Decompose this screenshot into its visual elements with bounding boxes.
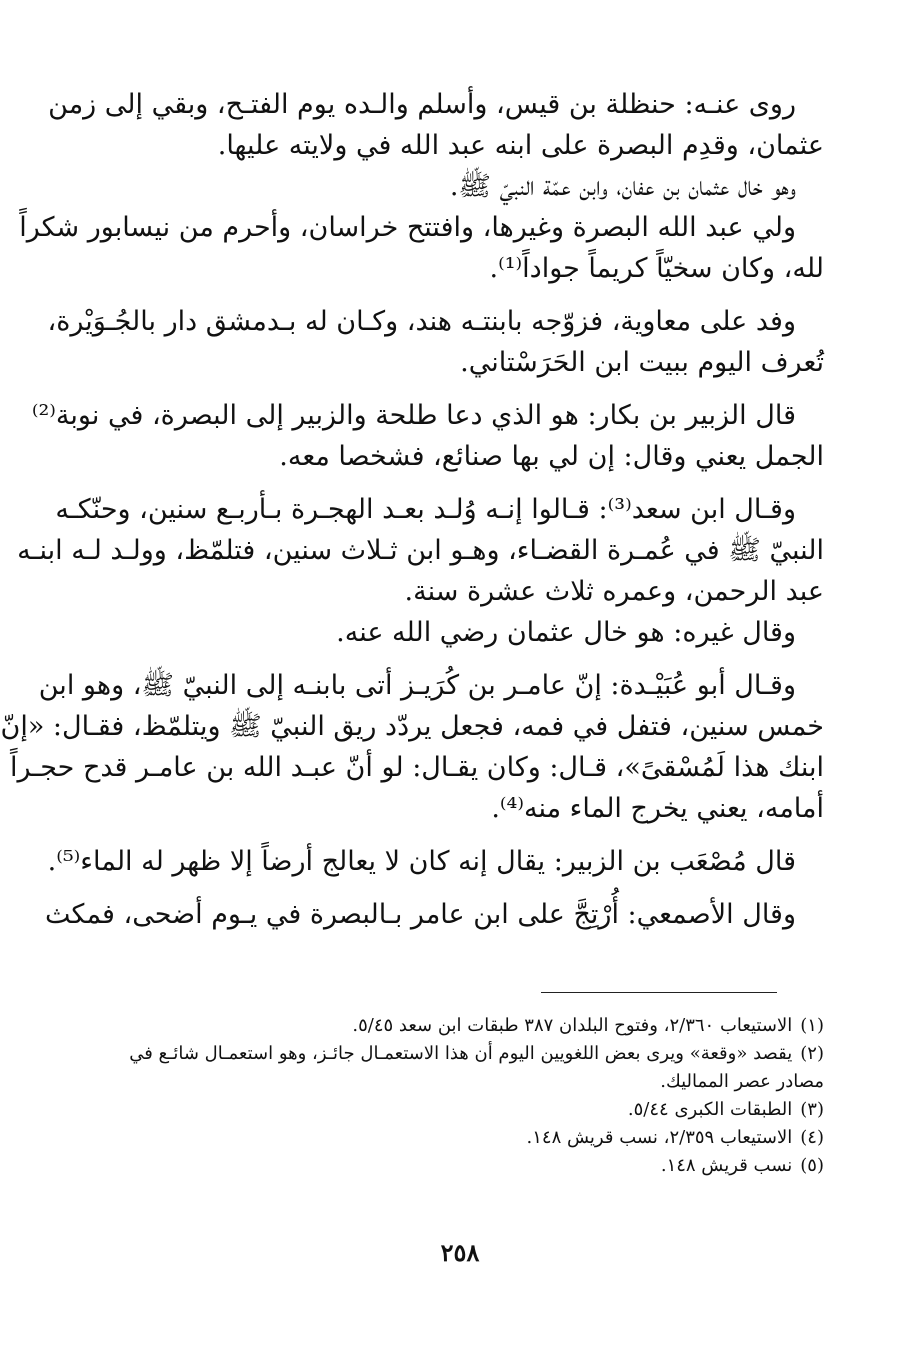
footnote	[114, 1012, 824, 1040]
footnote-number: (٣)	[800, 1099, 824, 1120]
footnote-text: الطبقات الكبرى ٥/٤٤.	[627, 1099, 793, 1120]
text-line: عثمان، وقدِم البصرة على ابنه عبد الله في ولايته عليها.	[217, 130, 824, 161]
main-text	[0, 84, 824, 935]
text-line: قال مُصْعَب بن الزبير: يقال إنه كان لا يعالج أرضاً إلا ظهر له الماء⁽⁵⁾.	[47, 846, 796, 877]
text-line: قال الزبير بن بكار: هو الذي دعا طلحة والزبير إلى البصرة، في نوبة⁽²⁾	[31, 400, 796, 431]
footnote-number: (٥)	[800, 1155, 824, 1176]
footnote	[114, 1040, 824, 1068]
footnote-continuation	[114, 1068, 824, 1096]
text-line: النبيّ ﷺ في عُمـرة القضـاء، وهـو ابن ثـلاث سنين، فتلمّظ، وولـد لـه ابنـه	[17, 535, 824, 566]
footnote	[114, 1096, 824, 1124]
footnote-number: (١)	[800, 1015, 824, 1036]
text-line: تُعرف اليوم ببيت ابن الحَرَسْتاني.	[460, 347, 824, 378]
text-line: عبد الرحمن، وعمره ثلاث عشرة سنة.	[404, 576, 824, 607]
footnote-text: مصادر عصر المماليك.	[660, 1071, 824, 1092]
footnote-text: نسب قريش ١٤٨.	[660, 1155, 793, 1176]
text-line: الجمل يعني وقال: إن لي بها صنائع، فشخصا معه.	[279, 441, 824, 472]
text-line: وقال الأصمعي: أُرْتِجَّ على ابن عامر بـالبصرة في يـوم أضحى، فمكث	[45, 899, 796, 930]
footnote-text: يقصد «وقعة» ويرى بعض اللغويين اليوم أن هذا الاستعمـال جائـز، وهو استعمـال شائـع في	[129, 1043, 793, 1064]
text-line: وفد على معاوية، فزوّجه بابنتـه هند، وكـان له بـدمشق دار بالجُـوَيْرة،	[47, 306, 796, 337]
footnotes	[114, 1012, 824, 1180]
footnote	[114, 1152, 824, 1180]
text-line: روى عنـه: حنظلة بن قيس، وأسلم والـده يوم الفتـح، وبقي إلى زمن	[48, 89, 796, 120]
text-line: لله، وكان سخيّاً كريماً جواداً⁽¹⁾.	[489, 253, 824, 284]
footnote	[114, 1124, 824, 1152]
text-line: وقال غيره: هو خال عثمان رضي الله عنه.	[336, 617, 796, 648]
footnote-number: (٢)	[800, 1043, 824, 1064]
text-line: وهو خال عثمان بن عفان، وابن عمّة النبيّ ﷺ.	[449, 171, 796, 202]
text-line: ولي عبد الله البصرة وغيرها، وافتتح خراسان، وأحرم من نيسابور شكراً	[19, 212, 796, 243]
footnote-text: الاستيعاب ٢/٣٦٠، وفتوح البلدان ٣٨٧ طبقات ابن سعد ٥/٤٥.	[352, 1015, 793, 1036]
footnote-separator	[541, 992, 777, 993]
text-line: أمامه، يعني يخرج الماء منه⁽⁴⁾.	[491, 793, 824, 824]
footnote-text: الاستيعاب ٢/٣٥٩، نسب قريش ١٤٨.	[526, 1127, 793, 1148]
page-number: ٢٥٨	[440, 1238, 480, 1267]
text-line: خمس سنين، فتفل في فمه، فجعل يردّد ريق النبيّ ﷺ ويتلمّظ، فقـال: «إنّ	[0, 711, 824, 742]
text-line: وقـال أبو عُبَيْـدة: إنّ عامـر بن كُرَيـز أتى بابنـه إلى النبيّ ﷺ، وهو ابن	[38, 670, 796, 701]
footnote-number: (٤)	[800, 1127, 824, 1148]
text-line: ابنك هذا لَمُسْقىً»، قـال: وكان يقـال: لو أنّ عبـد الله بن عامـر قدح حجـراً	[9, 752, 824, 783]
text-line: وقـال ابن سعد⁽³⁾: قـالوا إنـه وُلـد بعـد الهجـرة بـأربـع سنين، وحنّكـه	[55, 494, 796, 525]
